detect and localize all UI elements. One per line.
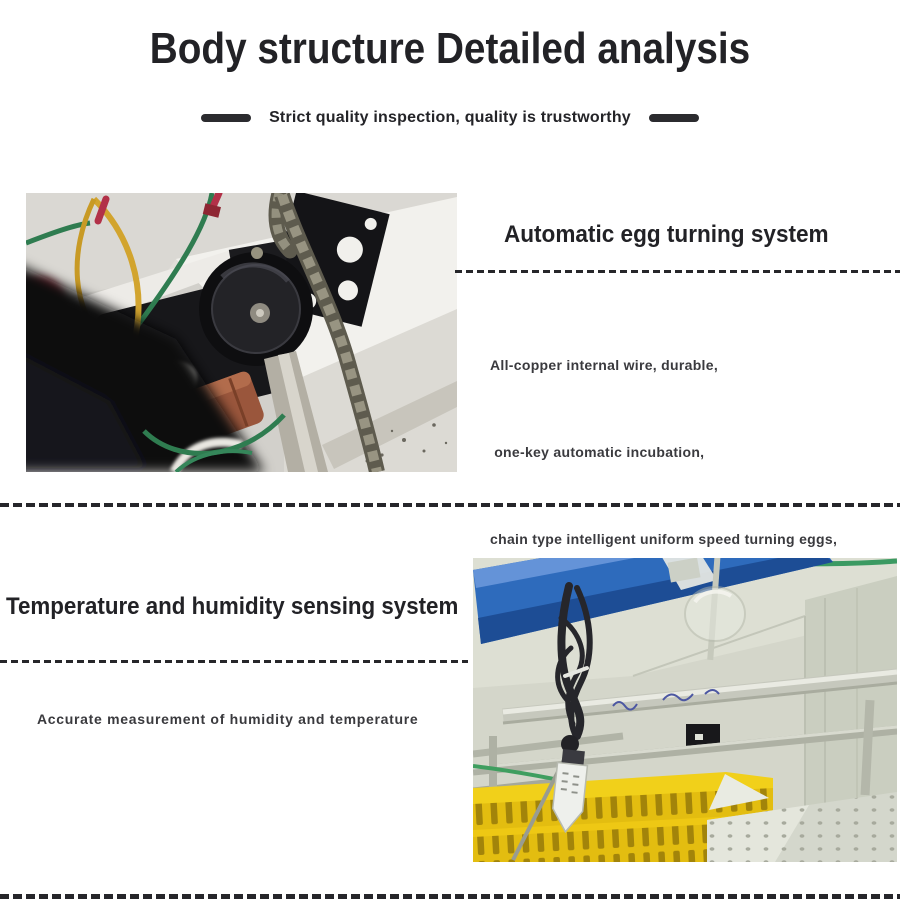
feature-line: All-copper internal wire, durable,	[490, 357, 719, 373]
egg-turning-system-photo	[26, 193, 457, 472]
egg-turning-photo-graphic	[26, 193, 457, 472]
temp-humidity-sensor-photo	[473, 558, 897, 862]
temp-humidity-caption: Accurate measurement of humidity and temperature	[37, 711, 419, 727]
section-heading-temp-humidity: Temperature and humidity sensing system	[6, 593, 459, 620]
page-title: Body structure Detailed analysis	[149, 24, 751, 73]
bottom-divider	[0, 894, 900, 899]
decor-bar-right	[649, 114, 699, 122]
middle-divider	[0, 503, 900, 507]
feature-line: chain type intelligent uniform speed turning eggs,	[490, 531, 838, 547]
section-heading-egg-turning: Automatic egg turning system	[503, 221, 829, 248]
temp-humidity-photo-graphic	[473, 558, 897, 862]
section-divider-egg-turning	[455, 270, 900, 273]
feature-line: one-key automatic incubation,	[490, 444, 705, 460]
decor-bar-left	[201, 114, 251, 122]
section-divider-temp-humidity	[0, 660, 468, 663]
page-subtitle: Strict quality inspection, quality is trustworthy	[269, 109, 631, 126]
subtitle-row	[0, 104, 900, 132]
